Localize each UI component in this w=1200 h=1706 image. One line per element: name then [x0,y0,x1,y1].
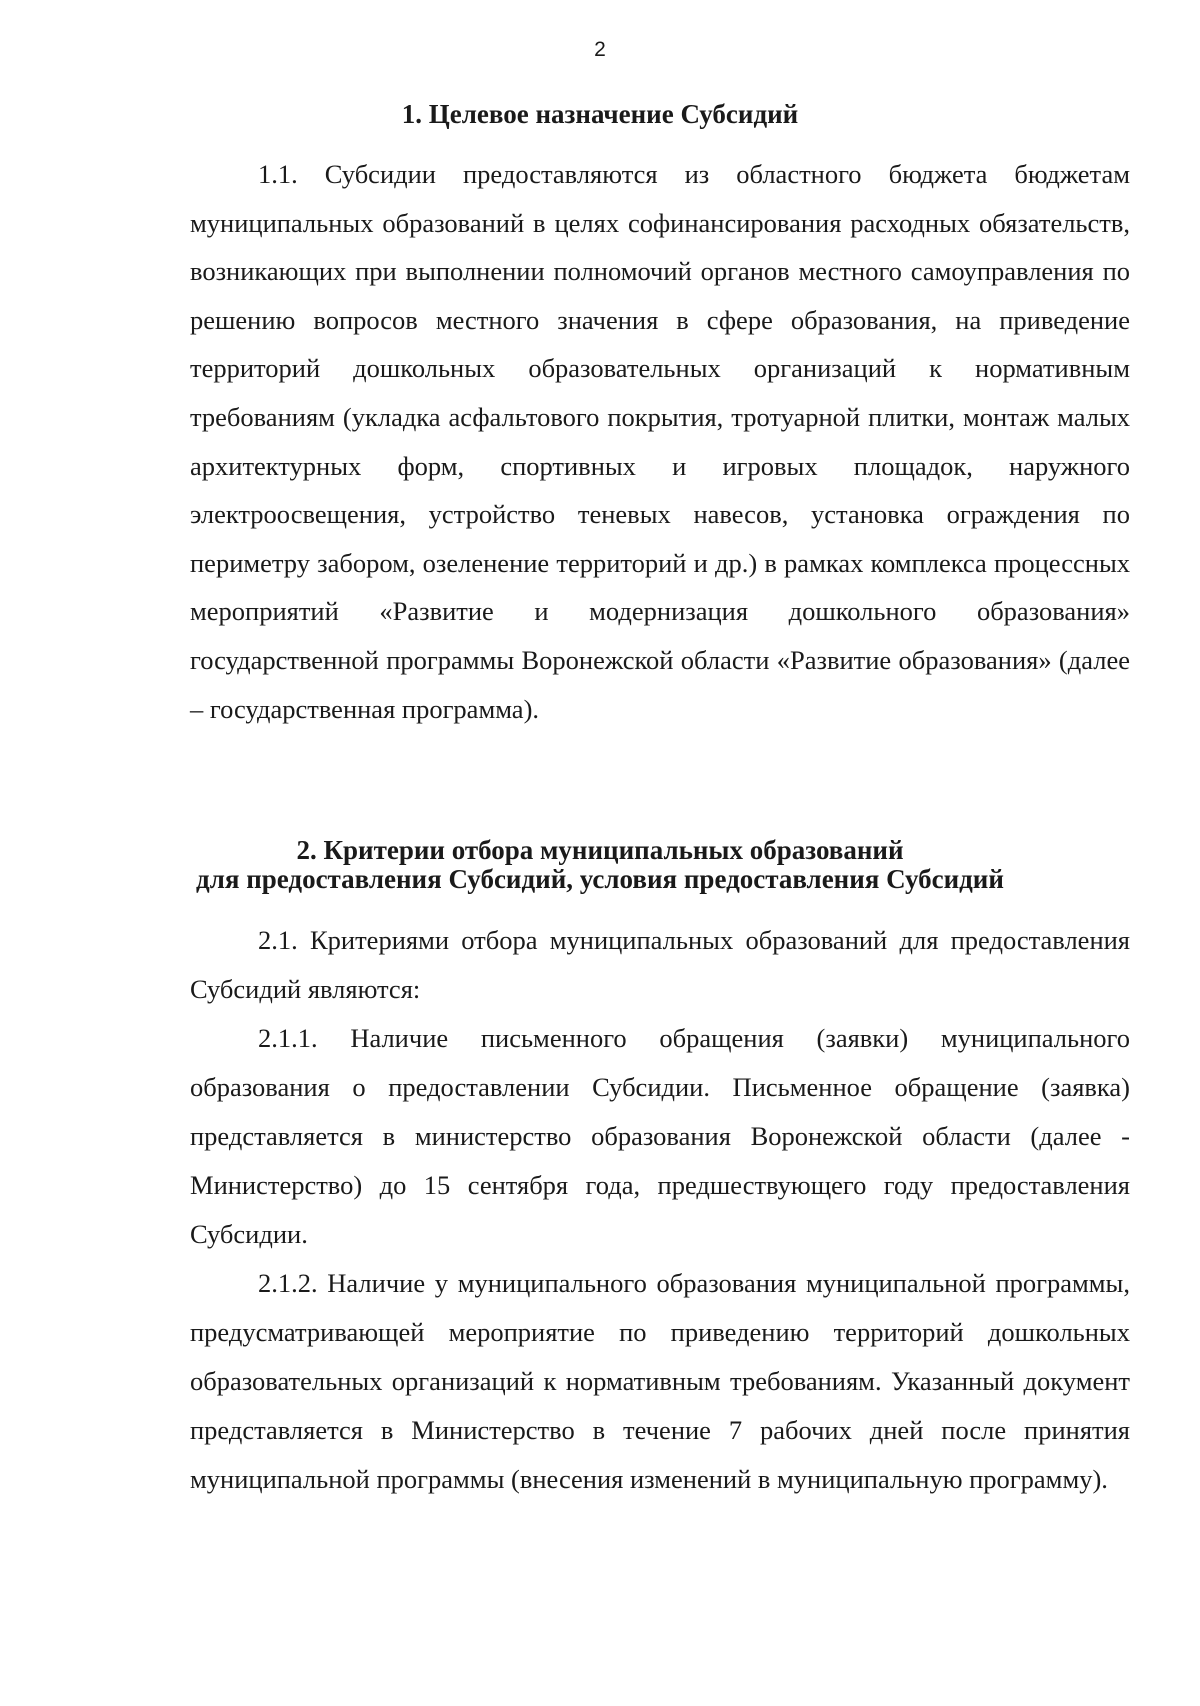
paragraph-2-1 [190,916,1130,1014]
paragraph-2-1-1-text: 2.1.1. Наличие письменного обращения (заявки) муниципального образования о предоставлении Субсидии. Письменное обращение (заявка) представляется в министерство образования Воронежской области (далее - Министерство) до 15 сентября года, предшествующего году предоставления Субсидии. [190,1023,1130,1249]
paragraph-2-1-text: 2.1. Критериями отбора муниципальных образований для предоставления Субсидий являются: [190,925,1130,1004]
section-2-heading [0,836,1200,894]
paragraph-2-1-2 [190,1259,1130,1504]
paragraph-2-1-1 [190,1014,1130,1259]
page-number: 2 [594,38,606,61]
paragraph-1-1-text: 1.1. Субсидии предоставляются из областного бюджета бюджетам муниципальных образований в целях софинансирования расходных обязательств, возникающих при выполнении полномочий органов местного самоуправления по решению вопросов местного значения в сфере образования, на приведение территорий дошкольных образовательных организаций к нормативным требованиям (укладка асфальтового покрытия, тротуарной плитки, монтаж малых архитектурных форм, спортивных и игровых площадок, наружного электроосвещения, устройство теневых навесов, установка ограждения по периметру забором, озеленение территорий и др.) в рамках комплекса процессных мероприятий «Развитие и модернизация дошкольного образования» государственной программы Воронежской области «Развитие образования» (далее – государственная программа). [190,159,1130,724]
paragraph-2-1-2-text: 2.1.2. Наличие у муниципального образования муниципальной программы, предусматривающей мероприятие по приведению территорий дошкольных образовательных организаций к нормативным требованиям. Указанный документ представляется в Министерство в течение 7 рабочих дней после принятия муниципальной программы (внесения изменений в муниципальную программу). [190,1268,1130,1494]
paragraph-1-1 [190,150,1130,733]
section-2-heading-line-2: для предоставления Субсидий, условия предоставления Субсидий [196,864,1004,894]
section-1-heading: 1. Целевое назначение Субсидий [401,99,799,129]
section-2-heading-line-1: 2. Критерии отбора муниципальных образований [296,835,904,865]
